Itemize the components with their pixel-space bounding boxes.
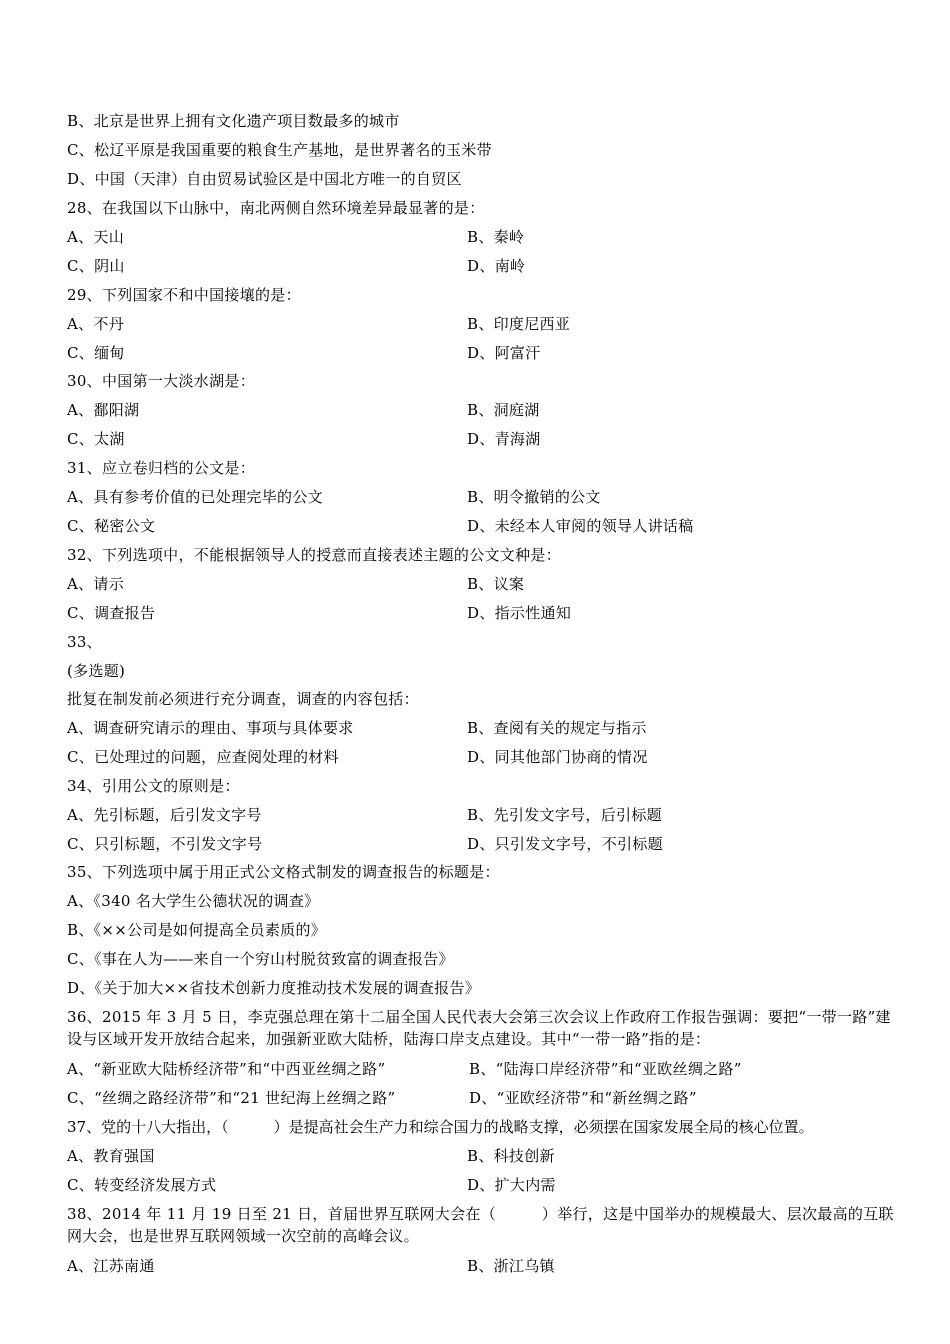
- q36-option-d: D、“亚欧经济带”和“新丝绸之路”: [469, 1089, 697, 1107]
- q28-options-row2: [67, 256, 897, 276]
- q29-option-c: C、缅甸: [67, 344, 125, 362]
- q27-option-b: B、北京是世界上拥有文化遗产项目数最多的城市: [67, 112, 400, 130]
- q32-options-row1: [67, 574, 897, 594]
- q33-number: 33、: [67, 633, 102, 651]
- q31-options-row2: [67, 516, 897, 536]
- q37-option-c: C、转变经济发展方式: [67, 1176, 217, 1194]
- q36-option-b: B、“陆海口岸经济带”和“亚欧丝绸之路”: [469, 1060, 742, 1078]
- q32-option-b: B、议案: [467, 575, 525, 593]
- q35-option-d: D、《关于加大××省技术创新力度推动技术发展的调查报告》: [67, 979, 481, 997]
- q30-options-row1: [67, 400, 897, 420]
- q33-stem: 批复在制发前必须进行充分调查，调查的内容包括：: [67, 690, 419, 708]
- q34-stem: 34、引用公文的原则是：: [67, 777, 240, 795]
- q28-stem: 28、在我国以下山脉中，南北两侧自然环境差异最显著的是：: [67, 199, 485, 217]
- q35-option-b: B、《××公司是如何提高全员素质的》: [67, 921, 327, 939]
- q36-option-a: A、“新亚欧大陆桥经济带”和“中西亚丝绸之路”: [67, 1060, 386, 1078]
- q31-options-row1: [67, 487, 897, 507]
- q32-stem: 32、下列选项中，不能根据领导人的授意而直接表述主题的公文文种是：: [67, 546, 561, 564]
- q35-option-c: C、《事在人为——来自一个穷山村脱贫致富的调查报告》: [67, 950, 454, 968]
- q29-option-d: D、阿富汗: [467, 344, 541, 362]
- q33-options-row1: [67, 718, 897, 738]
- q30-option-b: B、洞庭湖: [467, 401, 540, 419]
- q37-stem: 37、党的十八大指出，（ ）是提高社会生产力和综合国力的战略支撑，必须摆在国家发展全局的核心位置。: [67, 1118, 814, 1136]
- q33-option-c: C、已处理过的问题，应查阅处理的材料: [67, 748, 339, 766]
- q36-options-row2: [67, 1088, 897, 1108]
- q37-options-row2: [67, 1175, 897, 1195]
- q34-option-d: D、只引发文字号，不引标题: [467, 835, 663, 853]
- q28-option-d: D、南岭: [467, 257, 526, 275]
- q31-option-d: D、未经本人审阅的领导人讲话稿: [467, 517, 694, 535]
- q31-option-a: A、具有参考价值的已处理完毕的公文: [67, 488, 323, 506]
- q36-stem: 36、2015 年 3 月 5 日，李克强总理在第十二届全国人民代表大会第三次会议上作政府工作报告强调：要把“一带一路”建设与区域开发开放结合起来，加强新亚欧大陆桥，陆海口岸支点建设。其中“一带一路”指的是：: [67, 1008, 891, 1048]
- q32-options-row2: [67, 603, 897, 623]
- q37-option-d: D、扩大内需: [467, 1176, 556, 1194]
- q28-option-b: B、秦岭: [467, 228, 525, 246]
- q37-option-a: A、教育强国: [67, 1147, 155, 1165]
- q31-stem: 31、应立卷归档的公文是：: [67, 459, 255, 477]
- q34-option-c: C、只引标题，不引发文字号: [67, 835, 263, 853]
- q34-option-a: A、先引标题，后引发文字号: [67, 806, 262, 824]
- q30-stem: 30、中国第一大淡水湖是：: [67, 372, 255, 390]
- q38-option-b: B、浙江乌镇: [467, 1257, 555, 1275]
- q29-options-row2: [67, 343, 897, 363]
- q37-option-b: B、科技创新: [467, 1147, 555, 1165]
- q34-option-b: B、先引发文字号，后引标题: [467, 806, 662, 824]
- q32-option-d: D、指示性通知: [467, 604, 572, 622]
- q27-option-c: C、松辽平原是我国重要的粮食生产基地，是世界著名的玉米带: [67, 141, 492, 159]
- q33-option-d: D、同其他部门协商的情况: [467, 748, 648, 766]
- q31-option-c: C、秘密公文: [67, 517, 156, 535]
- q35-option-a: A、《340 名大学生公德状况的调查》: [67, 892, 320, 910]
- q30-option-c: C、太湖: [67, 430, 125, 448]
- q34-options-row2: [67, 834, 897, 854]
- q29-option-a: A、不丹: [67, 315, 125, 333]
- q36-option-c: C、“丝绸之路经济带”和“21 世纪海上丝绸之路”: [67, 1089, 396, 1107]
- q30-options-row2: [67, 429, 897, 449]
- q29-options-row1: [67, 314, 897, 334]
- q34-options-row1: [67, 805, 897, 825]
- q38-options-row1: [67, 1256, 897, 1276]
- q29-option-b: B、印度尼西亚: [467, 315, 571, 333]
- q38-stem: 38、2014 年 11 月 19 日至 21 日，首届世界互联网大会在（ ）举行，这是中国举办的规模最大、层次最高的互联网大会，也是世界互联网领域一次空前的高峰会议。: [67, 1205, 894, 1245]
- q28-options-row1: [67, 227, 897, 247]
- q33-type-tag: (多选题): [67, 662, 126, 680]
- q31-option-b: B、明令撤销的公文: [467, 488, 601, 506]
- q30-option-a: A、鄱阳湖: [67, 401, 140, 419]
- q32-option-a: A、请示: [67, 575, 125, 593]
- q28-option-c: C、阴山: [67, 257, 125, 275]
- q33-options-row2: [67, 747, 897, 767]
- q27-option-d: D、中国（天津）自由贸易试验区是中国北方唯一的自贸区: [67, 170, 462, 188]
- q33-option-a: A、调查研究请示的理由、事项与具体要求: [67, 719, 354, 737]
- q36-options-row1: [67, 1059, 897, 1079]
- q28-option-a: A、天山: [67, 228, 125, 246]
- q33-option-b: B、查阅有关的规定与指示: [467, 719, 647, 737]
- q32-option-c: C、调查报告: [67, 604, 156, 622]
- q29-stem: 29、下列国家不和中国接壤的是：: [67, 286, 301, 304]
- q35-stem: 35、下列选项中属于用正式公文格式制发的调查报告的标题是：: [67, 863, 500, 881]
- q38-option-a: A、江苏南通: [67, 1257, 155, 1275]
- q37-options-row1: [67, 1146, 897, 1166]
- q30-option-d: D、青海湖: [467, 430, 541, 448]
